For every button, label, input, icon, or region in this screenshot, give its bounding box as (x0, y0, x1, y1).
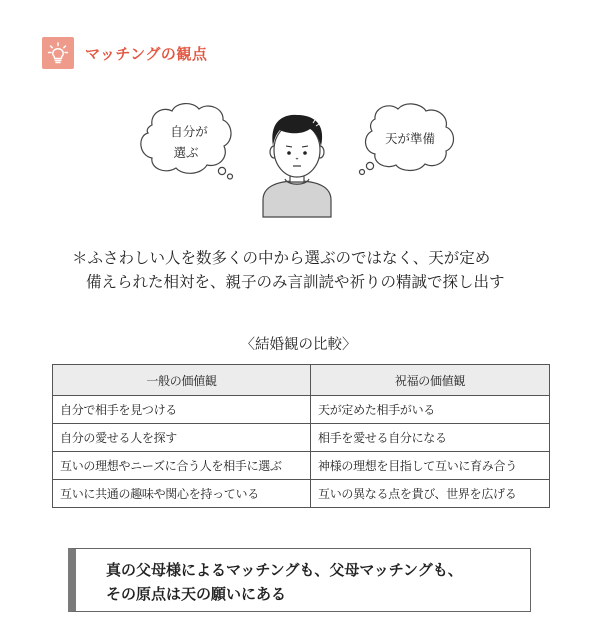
table-row (53, 424, 550, 452)
note-line1: ＊ふさわしい人を数多くの中から選ぶのではなく、天が定め (72, 249, 491, 267)
table-row (53, 452, 550, 480)
table-row (53, 396, 550, 424)
right-bubble-text: 天が準備 (384, 131, 436, 146)
illustration (0, 100, 597, 230)
section-title: マッチングの観点 (85, 44, 208, 63)
left-bubble-line1: 自分が (170, 124, 208, 139)
summary-line2: その原点は天の願いにある (106, 585, 287, 603)
table-cell: 自分の愛せる人を探す (53, 424, 311, 452)
table-caption: 〈結婚観の比較〉 (240, 337, 357, 353)
table-cell: 自分で相手を見つける (53, 396, 311, 424)
table-cell: 互いの理想やニーズに合う人を相手に選ぶ (53, 452, 311, 480)
column-header-general: 一般の価値観 (53, 365, 311, 396)
lightbulb-icon (42, 37, 74, 69)
left-thought-bubble (141, 104, 233, 179)
table-cell: 互いの異なる点を貴び、世界を広げる (311, 480, 550, 508)
summary-line1: 真の父母様によるマッチングも、父母マッチングも、 (106, 561, 463, 579)
table-cell: 互いに共通の趣味や関心を持っている (53, 480, 311, 508)
comparison-table (52, 364, 550, 508)
boy-figure (263, 115, 331, 217)
column-header-blessing: 祝福の価値観 (311, 365, 550, 396)
table-cell: 天が定めた相手がいる (311, 396, 550, 424)
table-header-row (53, 365, 550, 396)
table-cell: 神様の理想を目指して互いに育み合う (311, 452, 550, 480)
table-cell: 相手を愛せる自分になる (311, 424, 550, 452)
note-line2: 備えられた相対を、親子のみ言訓読や祈りの精誠で探し出す (86, 273, 505, 291)
note-text (72, 246, 505, 294)
summary-box (68, 548, 531, 612)
table-row (53, 480, 550, 508)
left-bubble-line2: 選ぶ (173, 145, 199, 160)
section-header (42, 37, 207, 69)
